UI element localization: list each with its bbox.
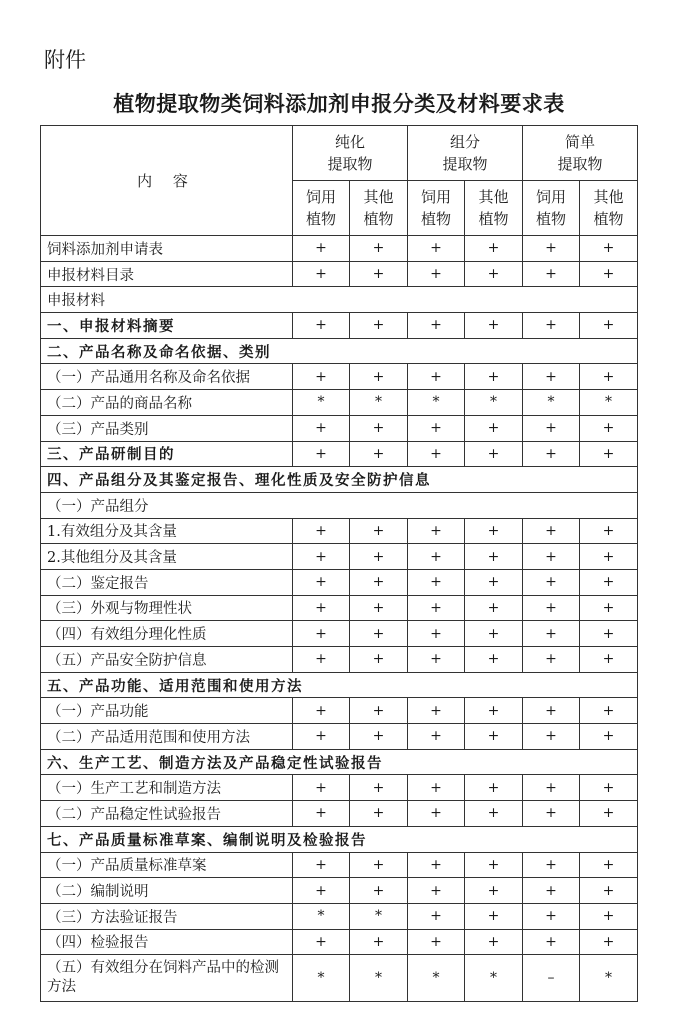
row-label: 1.有效组分及其含量 — [41, 518, 293, 544]
requirement-mark: + — [293, 518, 350, 544]
table-row — [41, 569, 638, 595]
table-row — [41, 852, 638, 878]
header-group-purified: 纯化 提取物 — [293, 126, 408, 181]
requirement-mark: + — [580, 852, 638, 878]
requirement-mark: + — [350, 621, 408, 647]
table-row — [41, 518, 638, 544]
requirements-table — [40, 125, 638, 1002]
requirement-mark: * — [523, 390, 580, 416]
table-row — [41, 621, 638, 647]
requirement-mark: + — [580, 903, 638, 929]
row-label: （一）产品质量标准草案 — [41, 852, 293, 878]
requirement-mark: + — [523, 775, 580, 801]
requirement-mark: + — [465, 852, 523, 878]
requirement-mark: + — [580, 801, 638, 827]
requirement-mark: + — [408, 544, 465, 570]
requirement-mark: + — [408, 569, 465, 595]
row-label: （五）产品安全防护信息 — [41, 647, 293, 673]
requirement-mark: + — [523, 569, 580, 595]
requirement-mark: + — [408, 364, 465, 390]
requirement-mark: + — [465, 441, 523, 467]
table-row — [41, 929, 638, 955]
row-label: 四、产品组分及其鉴定报告、理化性质及安全防护信息 — [41, 467, 638, 493]
requirement-mark: + — [580, 878, 638, 904]
requirement-mark: + — [350, 775, 408, 801]
requirement-mark: + — [523, 698, 580, 724]
requirement-mark: + — [408, 518, 465, 544]
requirement-mark: + — [523, 518, 580, 544]
requirement-mark: + — [580, 415, 638, 441]
requirement-mark: + — [523, 903, 580, 929]
requirement-mark: + — [523, 544, 580, 570]
table-row — [41, 390, 638, 416]
requirement-mark: + — [523, 313, 580, 339]
requirement-mark: + — [408, 415, 465, 441]
requirement-mark: + — [523, 261, 580, 287]
requirement-mark: + — [408, 441, 465, 467]
requirement-mark: + — [293, 801, 350, 827]
requirement-mark: + — [580, 544, 638, 570]
requirement-mark: + — [293, 313, 350, 339]
requirement-mark: + — [350, 595, 408, 621]
requirement-mark: + — [523, 621, 580, 647]
requirement-mark: + — [408, 313, 465, 339]
requirement-mark: + — [350, 647, 408, 673]
requirement-mark: + — [465, 518, 523, 544]
requirement-mark: + — [523, 595, 580, 621]
row-label: （一）产品通用名称及命名依据 — [41, 364, 293, 390]
table-row — [41, 236, 638, 262]
requirement-mark: + — [580, 929, 638, 955]
requirement-mark: + — [293, 364, 350, 390]
requirement-mark: + — [465, 621, 523, 647]
table-row — [41, 826, 638, 852]
requirement-mark: * — [293, 955, 350, 1002]
row-label: 申报材料 — [41, 287, 638, 313]
requirement-mark: + — [580, 364, 638, 390]
row-label: 2.其他组分及其含量 — [41, 544, 293, 570]
requirement-mark: + — [465, 775, 523, 801]
requirement-mark: + — [523, 801, 580, 827]
requirement-mark: * — [293, 903, 350, 929]
requirement-mark: + — [465, 261, 523, 287]
requirement-mark: + — [408, 595, 465, 621]
requirement-mark: + — [523, 647, 580, 673]
requirement-mark: + — [293, 647, 350, 673]
requirement-mark: + — [465, 415, 523, 441]
table-row — [41, 595, 638, 621]
table-row — [41, 364, 638, 390]
requirement-mark: + — [350, 569, 408, 595]
requirement-mark: * — [465, 390, 523, 416]
requirement-mark: + — [293, 261, 350, 287]
requirement-mark: + — [580, 441, 638, 467]
requirement-mark: + — [523, 852, 580, 878]
row-label: （四）检验报告 — [41, 929, 293, 955]
document-title: 植物提取物类饲料添加剂申报分类及材料要求表 — [113, 91, 565, 116]
requirement-mark: * — [350, 390, 408, 416]
row-label: （二）产品的商品名称 — [41, 390, 293, 416]
requirement-mark: + — [465, 724, 523, 750]
requirement-mark: + — [350, 544, 408, 570]
row-label: （五）有效组分在饲料产品中的检测方法 — [41, 955, 293, 1002]
row-label: （三）产品类别 — [41, 415, 293, 441]
requirement-mark: * — [408, 390, 465, 416]
table-row — [41, 338, 638, 364]
table-row — [41, 313, 638, 339]
requirement-mark: + — [465, 929, 523, 955]
requirement-mark: * — [408, 955, 465, 1002]
requirement-mark: + — [523, 929, 580, 955]
row-label: 二、产品名称及命名依据、类别 — [41, 338, 638, 364]
requirement-mark: + — [350, 878, 408, 904]
requirement-mark: + — [408, 903, 465, 929]
requirement-mark: + — [580, 621, 638, 647]
requirement-mark: + — [293, 852, 350, 878]
table-row — [41, 467, 638, 493]
requirement-mark: + — [408, 878, 465, 904]
row-label: 一、申报材料摘要 — [41, 313, 293, 339]
table-row — [41, 955, 638, 1002]
header-sub-feed-plant: 饲用 植物 — [293, 181, 350, 236]
requirement-mark: + — [350, 852, 408, 878]
header-sub-feed-plant: 饲用 植物 — [523, 181, 580, 236]
requirement-mark: + — [350, 801, 408, 827]
requirement-mark: + — [580, 698, 638, 724]
row-label: （一）生产工艺和制造方法 — [41, 775, 293, 801]
requirement-mark: + — [523, 878, 580, 904]
requirement-mark: + — [293, 236, 350, 262]
requirement-mark: + — [350, 415, 408, 441]
requirement-mark: + — [580, 261, 638, 287]
requirement-mark: + — [293, 415, 350, 441]
row-label: 七、产品质量标准草案、编制说明及检验报告 — [41, 826, 638, 852]
requirement-mark: * — [350, 903, 408, 929]
requirement-mark: + — [293, 569, 350, 595]
requirement-mark: + — [408, 261, 465, 287]
requirement-mark: + — [293, 929, 350, 955]
header-group-simple: 简单 提取物 — [523, 126, 638, 181]
attachment-label: 附件 — [44, 48, 86, 72]
requirement-mark: * — [350, 955, 408, 1002]
row-label: （四）有效组分理化性质 — [41, 621, 293, 647]
requirement-mark: + — [465, 313, 523, 339]
table-row — [41, 878, 638, 904]
header-sub-other-plant: 其他 植物 — [350, 181, 408, 236]
requirement-mark: + — [350, 313, 408, 339]
requirement-mark: * — [580, 390, 638, 416]
row-label: 三、产品研制目的 — [41, 441, 293, 467]
requirement-mark: – — [523, 955, 580, 1002]
requirement-mark: + — [523, 236, 580, 262]
requirement-mark: + — [580, 647, 638, 673]
requirement-mark: + — [350, 261, 408, 287]
requirement-mark: + — [465, 801, 523, 827]
table-row — [41, 775, 638, 801]
row-label: （一）产品组分 — [41, 492, 638, 518]
header-content: 内 容 — [41, 126, 293, 236]
requirement-mark: + — [523, 364, 580, 390]
requirement-mark: + — [293, 544, 350, 570]
table-row — [41, 287, 638, 313]
requirement-mark: + — [408, 621, 465, 647]
requirement-mark: + — [408, 929, 465, 955]
requirement-mark: + — [465, 236, 523, 262]
requirement-mark: * — [465, 955, 523, 1002]
table-row — [41, 441, 638, 467]
row-label: （三）方法验证报告 — [41, 903, 293, 929]
requirement-mark: + — [350, 518, 408, 544]
requirement-mark: + — [293, 621, 350, 647]
requirement-mark: + — [293, 595, 350, 621]
requirement-mark: + — [350, 364, 408, 390]
requirement-mark: + — [580, 313, 638, 339]
row-label: （二）产品稳定性试验报告 — [41, 801, 293, 827]
row-label: （三）外观与物理性状 — [41, 595, 293, 621]
table-row — [41, 749, 638, 775]
requirement-mark: + — [465, 647, 523, 673]
requirement-mark: + — [408, 236, 465, 262]
requirement-mark: + — [293, 441, 350, 467]
requirement-mark: + — [408, 724, 465, 750]
table-row — [41, 801, 638, 827]
requirement-mark: + — [580, 724, 638, 750]
requirement-mark: + — [350, 929, 408, 955]
table-row — [41, 698, 638, 724]
requirement-mark: + — [408, 775, 465, 801]
row-label: 申报材料目录 — [41, 261, 293, 287]
requirement-mark: + — [523, 724, 580, 750]
requirement-mark: + — [465, 544, 523, 570]
requirement-mark: + — [465, 878, 523, 904]
header-sub-other-plant: 其他 植物 — [465, 181, 523, 236]
row-label: （二）编制说明 — [41, 878, 293, 904]
requirement-mark: + — [350, 698, 408, 724]
requirement-mark: + — [350, 441, 408, 467]
requirement-mark: + — [465, 364, 523, 390]
row-label: （二）产品适用范围和使用方法 — [41, 724, 293, 750]
requirement-mark: + — [523, 441, 580, 467]
requirement-mark: + — [580, 595, 638, 621]
table-row — [41, 492, 638, 518]
table-row — [41, 903, 638, 929]
requirement-mark: * — [580, 955, 638, 1002]
table-row — [41, 544, 638, 570]
header-sub-feed-plant: 饲用 植物 — [408, 181, 465, 236]
requirement-mark: + — [408, 698, 465, 724]
requirement-mark: + — [580, 775, 638, 801]
row-label: 五、产品功能、适用范围和使用方法 — [41, 672, 638, 698]
header-sub-other-plant: 其他 植物 — [580, 181, 638, 236]
row-label: （二）鉴定报告 — [41, 569, 293, 595]
requirement-mark: + — [408, 647, 465, 673]
requirement-mark: + — [465, 569, 523, 595]
requirement-mark: + — [465, 698, 523, 724]
requirement-mark: + — [465, 903, 523, 929]
table-row — [41, 261, 638, 287]
table-row — [41, 724, 638, 750]
header-group-component: 组分 提取物 — [408, 126, 523, 181]
requirement-mark: * — [293, 390, 350, 416]
row-label: （一）产品功能 — [41, 698, 293, 724]
requirement-mark: + — [580, 569, 638, 595]
requirement-mark: + — [408, 852, 465, 878]
requirement-mark: + — [523, 415, 580, 441]
requirement-mark: + — [580, 236, 638, 262]
requirement-mark: + — [293, 698, 350, 724]
row-label: 饲料添加剂申请表 — [41, 236, 293, 262]
table-row — [41, 415, 638, 441]
requirement-mark: + — [293, 724, 350, 750]
requirement-mark: + — [350, 724, 408, 750]
row-label: 六、生产工艺、制造方法及产品稳定性试验报告 — [41, 749, 638, 775]
requirement-mark: + — [465, 595, 523, 621]
requirement-mark: + — [580, 518, 638, 544]
table-row — [41, 647, 638, 673]
requirement-mark: + — [293, 878, 350, 904]
requirement-mark: + — [408, 801, 465, 827]
table-row — [41, 672, 638, 698]
requirement-mark: + — [350, 236, 408, 262]
requirement-mark: + — [293, 775, 350, 801]
